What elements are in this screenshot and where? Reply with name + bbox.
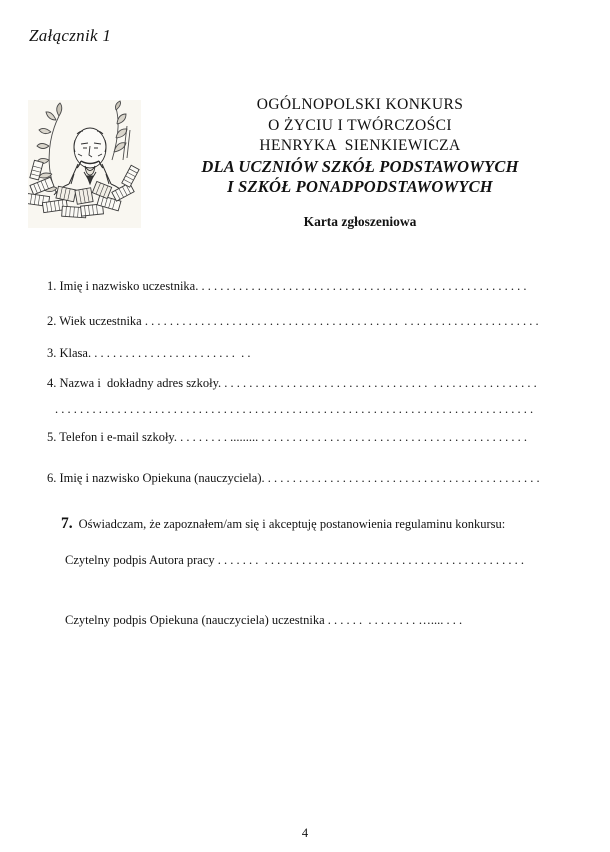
contest-title bbox=[145, 95, 575, 198]
attachment-label: Załącznik 1 bbox=[29, 26, 112, 45]
form-field-participant-name: 1. Imię i nazwisko uczestnika. . . . . . . . . . . . . . . . . . . . . . . . . . . . . . . . . . . . . . . . . . . . . . . . . . . . . bbox=[47, 279, 527, 293]
form-subtitle: Karta zgłoszeniowa bbox=[303, 214, 417, 229]
portrait-engraving-icon bbox=[28, 100, 141, 228]
signature-line-author: Czytelny podpis Autora pracy . . . . . . . . . . . . . . . . . . . . . . . . . . . . . . . . . . . . . . . . . . . . . . . . . bbox=[65, 553, 524, 567]
form-field-school-name-address: 4. Nazwa i dokładny adres szkoły. . . . . . . . . . . . . . . . . . . . . . . . . . . . . . . . . . . . . . . . . . . . . . . . . . . bbox=[47, 376, 537, 390]
form-field-school-name-address-continued: . . . . . . . . . . . . . . . . . . . . . . . . . . . . . . . . . . . . . . . . . . . . . . . . . . . . . . . . . . . . . . . . . . . . . . . . . . . . . bbox=[55, 402, 534, 416]
form-field-class: 3. Klasa. . . . . . . . . . . . . . . . . . . . . . . . . . bbox=[47, 346, 251, 360]
sienkiewicz-portrait-image bbox=[28, 100, 141, 228]
form-field-supervisor-name: 6. Imię i nazwisko Opiekuna (nauczyciela). . . . . . . . . . . . . . . . . . . . . . . . . . . . . . . . . . . . . . . . . . . . . bbox=[47, 471, 540, 485]
title-line-5: I SZKÓŁ PONADPODSTAWOWYCH bbox=[227, 177, 493, 196]
title-line-1: OGÓLNOPOLSKI KONKURS bbox=[256, 96, 464, 113]
form-field-participant-age: 2. Wiek uczestnika . . . . . . . . . . . . . . . . . . . . . . . . . . . . . . . . . . . . . . . . . . . . . . . . . . . . . . . . . . . . . . . bbox=[47, 314, 539, 328]
title-line-4: DLA UCZNIÓW SZKÓŁ PODSTAWOWYCH bbox=[201, 156, 519, 176]
title-line-3: HENRYKA SIENKIEWICZA bbox=[259, 137, 461, 154]
page-number: 4 bbox=[301, 826, 309, 840]
declaration-number: 7. bbox=[61, 515, 73, 532]
form-field-school-phone-email: 5. Telefon i e-mail szkoły. . . . . . . . . ......... . . . . . . . . . . . . . . . . . . . . . . . . . . . . . . . . . . . . . . . . . . . bbox=[47, 430, 527, 444]
signature-line-supervisor: Czytelny podpis Opiekuna (nauczyciela) uczestnika . . . . . . . . . . . . . . ….... . . . bbox=[65, 613, 463, 627]
title-line-2: O ŻYCIU I TWÓRCZOŚCI bbox=[268, 116, 452, 134]
declaration-text: Oświadczam, że zapoznałem/am się i akceptuję postanowienia regulaminu konkursu: bbox=[78, 517, 506, 531]
form-field-declaration bbox=[45, 497, 505, 551]
